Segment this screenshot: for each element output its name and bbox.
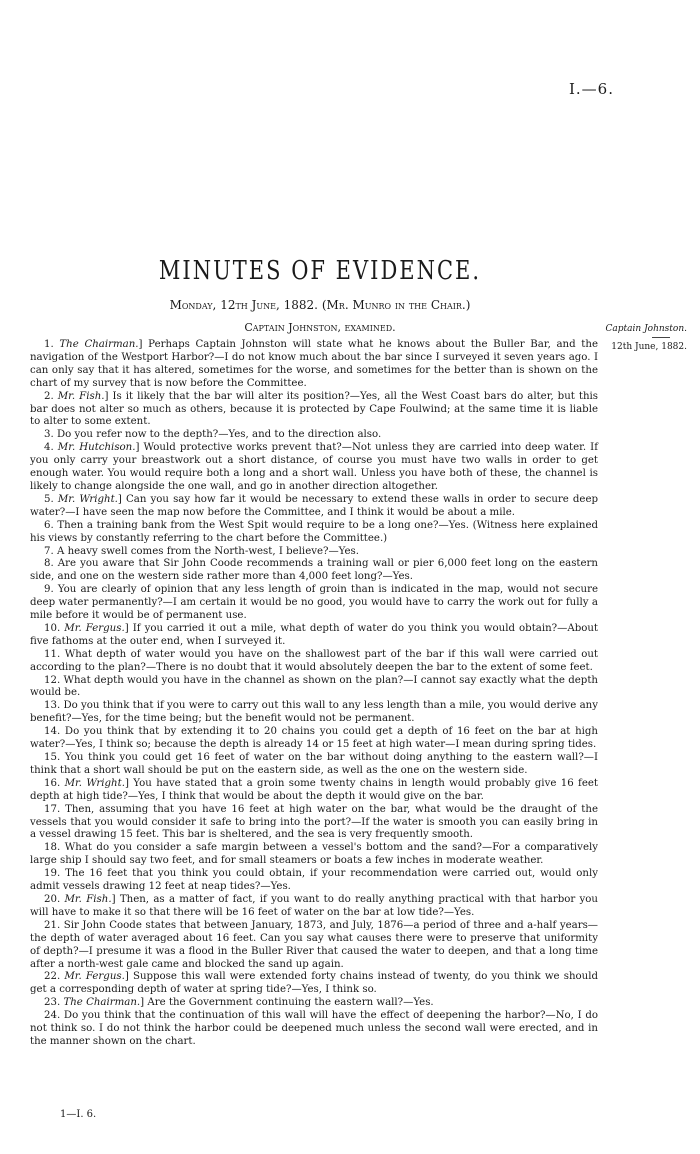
speaker-name: Mr. Fergus. [64,622,125,634]
question-number: 24. [44,1010,64,1022]
question-text: Then, assuming that you have 16 feet at high water on the bar, what would be the draught of the vessels that you would consider it safe to bring into the port?—If the water is smooth you can easily bring in a vessel drawing 15 feet. This bar is sheltered, and the sea is very frequently smooth. [30,803,598,841]
question-number: 9. [44,584,58,596]
speaker-name: The Chairman. [59,339,139,350]
question-number: 19. [44,868,66,880]
question-text: Are you aware that Sir John Coode recommends a training wall or pier 6,000 feet long on the eastern side, and one on the western side rather more than 4,000 feet long?—Yes. [30,558,598,583]
evidence-paragraph: 22. Mr. Fergus.] Suppose this wall were extended forty chains instead of twenty, do you think we should get a corresponding depth of water at spring tide?—Yes, I think so. [30,971,598,996]
evidence-paragraph: 16. Mr. Wright.] You have stated that a groin some twenty chains in length would probably give 16 feet depth at high tide?—Yes, I think that would be about the depth it would give on the bar. [30,777,598,802]
question-text: Perhaps Captain Johnston will state what he knows about the Buller Bar, and the navigation of the Westport Harbor?—I do not know much about the bar since I surveyed it seven years ago. I can only say that it has altered, sometimes for the worse, and sometimes for the better than is shown on the chart of my survey that is now before the Committee. [30,339,598,389]
question-text: Can you say how far it would be necessary to extend these walls in order to secure deep water?—I have seen the map now before the Committee, and I think it would be about a mile. [30,493,598,518]
evidence-paragraph [30,726,598,752]
question-text: You are clearly of opinion that any less length of groin than is indicated in the map, would not secure deep water permanently?—I am certain it would be no good, you would have to carry the work out for fully a mile before it would be of permanent use. [30,584,598,622]
question-text: Then, as a matter of fact, if you want to do really anything practical with that harbor you will have to make it so that there will be 16 feet of water on the bar at low tide?—Yes. [30,893,598,918]
question-number: 2. [44,390,58,402]
evidence-paragraph: 5. Mr. Wright.] Can you say how far it would be necessary to extend these walls in order to secure deep water?—I have seen the map now before the Committee, and I think it would be about a mile. [30,493,598,518]
question-text: What depth of water would you have on the shallowest part of the bar if this wall were carried out according to the plan?—There is no doubt that it would absolutely deepen the bar to the extent of some feet. [30,648,598,673]
evidence-paragraph: 2. Mr. Fish.] Is it likely that the bar will alter its position?—Yes, all the West Coast bars do alter, but this bar does not alter so much as others, because it is protected by Cape Foulwind; at the same time it is liable to alter to some extent. [30,390,598,428]
question-text: A heavy swell comes from the North-west, I believe?—Yes. [56,545,359,557]
question-number: 8. [44,558,58,570]
question-text: You have stated that a groin some twenty chains in length would probably give 16 feet depth at high tide?—Yes, I think that would be about the depth it would give on the bar. [30,777,598,802]
evidence-paragraph: 4. Mr. Hutchison.] Would protective works prevent that?—Not unless they are carried into deep water. If you only carry your breastwork out a short distance, of course you must have two walls in order to get enough water. You would require both a long and a short wall. Unless you have both of these, the channel is likely to change alongside the one wall, and go in another direction altogether. [30,442,598,492]
question-number: 22. [44,971,65,983]
question-text: Do you think that by extending it to 20 chains you could get a depth of 16 feet on the bar at high water?—Yes, I think so; because the depth is already 14 or 15 feet at high water—I mean during spring tides. [30,726,598,751]
evidence-paragraph: 23. The Chairman.] Are the Government continuing the eastern wall?—Yes. [44,997,434,1009]
question-number: 6. [44,519,58,531]
evidence-paragraph [30,584,598,623]
evidence-paragraph: 10. Mr. Fergus.] If you carried it out a mile, what depth of water do you think you would obtain?—About five fathoms at the outer end, when I surveyed it. [30,622,598,647]
session-day: Monday, [169,298,217,312]
question-number: 15. [44,752,65,763]
evidence-paragraph [30,546,598,559]
question-number: 1. [44,339,60,350]
question-text: Do you think that if you were to carry out this wall to any less length than a mile, you would derive any benefit?—Yes, for the time being; but the benefit would not be permanent. [30,700,598,725]
question-number: 5. [44,493,58,505]
question-number: 11. [44,648,65,660]
question-text: You think you could get 16 feet of water on the bar without doing anything to the eastern wall?—I think that a short wall should be put on the eastern side, as well as the one on the western side. [30,752,598,776]
session-year: 1882. [283,298,318,312]
question-number: 13. [44,700,64,712]
witness-heading: Captain Johnston, examined. [244,321,396,334]
session-date: 12th June, [220,298,280,312]
question-number: 21. [44,919,64,931]
question-text: Are the Government continuing the eastern wall?—Yes. [147,997,434,1009]
question-text: Would protective works prevent that?—Not unless they are carried into deep water. If you only carry your breastwork out a short distance, of course you must have two walls in order to get enough water. You would require both a long and a short wall. Unless you have both of these, the channel is likely to change alongside the one wall, and go in another direction altogether. [30,442,598,492]
speaker-name: Mr. Wright. [64,777,125,789]
evidence-paragraph: 1. The Chairman.] Perhaps Captain Johnston will state what he knows about the Buller Bar, and the navigation of the Westport Harbor?—I do not know much about the bar since I surveyed it seven years ago. I can only say that it has altered, sometimes for the worse, and sometimes for the better than is shown on the chart of my survey that is now before the Committee. [30,339,598,389]
question-text: If you carried it out a mile, what depth of water do you think you would obtain?—About five fathoms at the outer end, when I surveyed it. [30,622,598,647]
question-text: Do you refer now to the depth?—Yes, and to the direction also. [56,429,382,441]
margin-rule [652,337,670,338]
question-text: What depth would you have in the channel as shown on the plan?—I cannot say exactly what the depth would be. [30,674,598,699]
evidence-paragraph [30,1010,598,1049]
evidence-paragraph [30,842,598,868]
question-number: 4. [44,442,58,454]
margin-witness-name: Captain Johnston. [605,324,687,334]
session-chair: (Mr. Munro in the Chair.) [321,298,471,312]
evidence-body [30,339,598,1049]
evidence-paragraph [30,558,598,584]
question-number: 16. [44,777,65,789]
question-number: 7. [44,545,57,557]
page-reference: I.—6. [568,80,614,98]
question-text: Do you think that the continuation of this wall will have the effect of deepening the harbor?—No, I do not think so. I do not think the harbor could be deepened much unless the second wall were erected, and in the manner shown on the chart. [30,1010,598,1047]
question-number: 14. [44,726,65,738]
question-text: What do you consider a safe margin between a vessel's bottom and the sand?—For a comparatively large ship I should say two feet, and for small steamers or boats a few inches in moderate weather. [30,842,598,867]
evidence-paragraph [30,520,598,546]
question-number: 20. [44,893,65,905]
evidence-paragraph [30,920,598,972]
session-line [0,298,640,312]
evidence-paragraph [30,675,598,701]
speaker-name: Mr. Wright. [57,493,118,505]
question-text: Sir John Coode states that between January, 1873, and July, 1876—a period of three and a-half years—the depth of water averaged about 16 feet. Can you say what causes there were to preserve that uniformity of depth?—I presume it was a flood in the Buller River that caused the water to deepen, and that a long time after a north-west gale came and blocked the sand up again. [30,919,598,970]
speaker-name: Mr. Hutchison. [57,442,136,454]
question-number: 10. [44,622,65,634]
evidence-paragraph [30,649,598,675]
question-number: 3. [44,429,57,441]
margin-date: 12th June, 1882. [611,342,687,352]
evidence-paragraph [30,700,598,726]
evidence-paragraph: 20. Mr. Fish.] Then, as a matter of fact, if you want to do really anything practical with that harbor you will have to make it so that there will be 16 feet of water on the bar at low tide?—Yes. [30,893,598,918]
speaker-name: The Chairman. [63,997,141,1009]
evidence-paragraph [30,752,598,778]
question-number: 18. [44,842,65,854]
question-text: Then a training bank from the West Spit would require to be a long one?—Yes. (Witness here explained his views by constantly referring to the chart before the Committee.) [30,519,599,544]
page-title: MINUTES OF EVIDENCE. [158,255,482,285]
question-text: The 16 feet that you think you could obtain, if your recommendation were carried out, would only admit vessels drawing 12 feet at neap tides?—Yes. [30,868,598,893]
question-number: 12. [44,674,64,686]
question-text: Is it likely that the bar will alter its position?—Yes, all the West Coast bars do alter, but this bar does not alter so much as others, because it is protected by Cape Foulwind; at the same time it is liable to alter to some extent. [30,390,598,428]
evidence-paragraph [30,429,598,442]
speaker-name: Mr. Fish. [64,893,112,905]
question-number: 23. [44,997,64,1009]
question-number: 17. [44,803,66,815]
speaker-name: Mr. Fergus. [64,971,125,983]
speaker-name: Mr. Fish. [57,390,105,402]
evidence-paragraph [30,804,598,843]
page-footer: 1—I. 6. [60,1109,97,1120]
question-text: Suppose this wall were extended forty chains instead of twenty, do you think we should get a corresponding depth of water at spring tide?—Yes, I think so. [30,971,598,996]
evidence-paragraph [30,868,598,894]
